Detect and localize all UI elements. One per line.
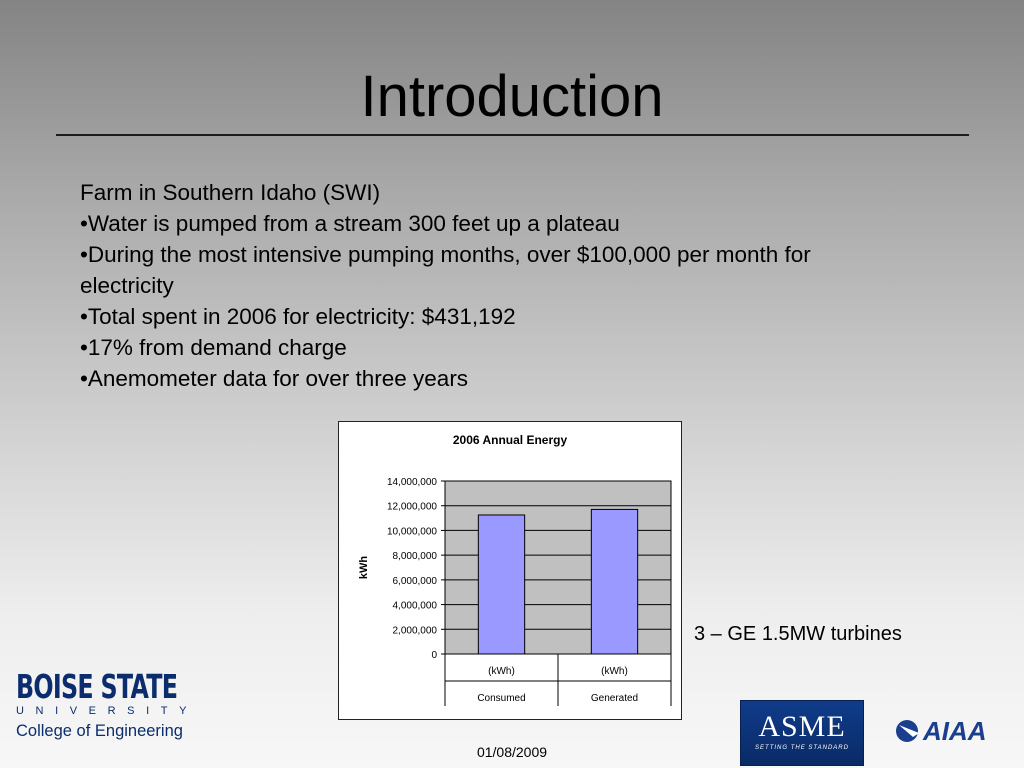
asme-logo (740, 700, 864, 766)
energy-chart (338, 421, 682, 720)
y-tick-label: 6,000,000 (392, 575, 437, 587)
aiaa-logo (893, 712, 1013, 748)
slide-title: Introduction (360, 64, 664, 129)
bullet-item: •Water is pumped from a stream 300 feet up a plateau (80, 211, 620, 236)
x-category-label: Consumed (477, 693, 526, 704)
y-tick-label: 8,000,000 (392, 551, 437, 563)
aiaa-wordmark: AIAA (923, 716, 987, 746)
bar-generated (591, 509, 637, 654)
turbine-caption: 3 – GE 1.5MW turbines (694, 623, 902, 645)
bsu-wordmark: BOISE STATE (16, 667, 178, 706)
x-category-label: Generated (590, 693, 639, 704)
y-tick-label: 12,000,000 (386, 501, 437, 513)
chart-svg (339, 422, 681, 719)
y-tick-label: 10,000,000 (386, 526, 437, 538)
bullet-list (80, 177, 900, 394)
y-axis-label: kWh (358, 555, 370, 580)
bsu-college-label: College of Engineering (16, 722, 183, 740)
bar-consumed (478, 515, 524, 654)
bullet-item: Farm in Southern Idaho (SWI) (80, 180, 381, 205)
asme-tagline: SETTING THE STANDARD (755, 745, 849, 751)
x-unit-label: (kWh) (601, 666, 628, 677)
title-divider (56, 134, 969, 136)
chart-title: 2006 Annual Energy (452, 433, 568, 447)
y-tick-label: 4,000,000 (392, 600, 437, 612)
bullet-item: •Total spent in 2006 for electricity: $431,192 (80, 304, 516, 329)
bsu-university-label: UNIVERSITY (16, 705, 199, 717)
y-tick-label: 0 (431, 650, 437, 661)
y-tick-label: 2,000,000 (392, 625, 437, 637)
bullet-item: •17% from demand charge (80, 335, 347, 360)
bullet-item: •During the most intensive pumping months, over $100,000 per month for electricity (80, 242, 811, 298)
bullet-item: •Anemometer data for over three years (80, 366, 469, 391)
asme-wordmark: ASME (758, 710, 846, 743)
y-tick-label: 14,000,000 (386, 477, 437, 488)
boise-state-logo (16, 667, 199, 741)
x-unit-label: (kWh) (488, 666, 515, 677)
slide-date: 01/08/2009 (476, 744, 548, 760)
